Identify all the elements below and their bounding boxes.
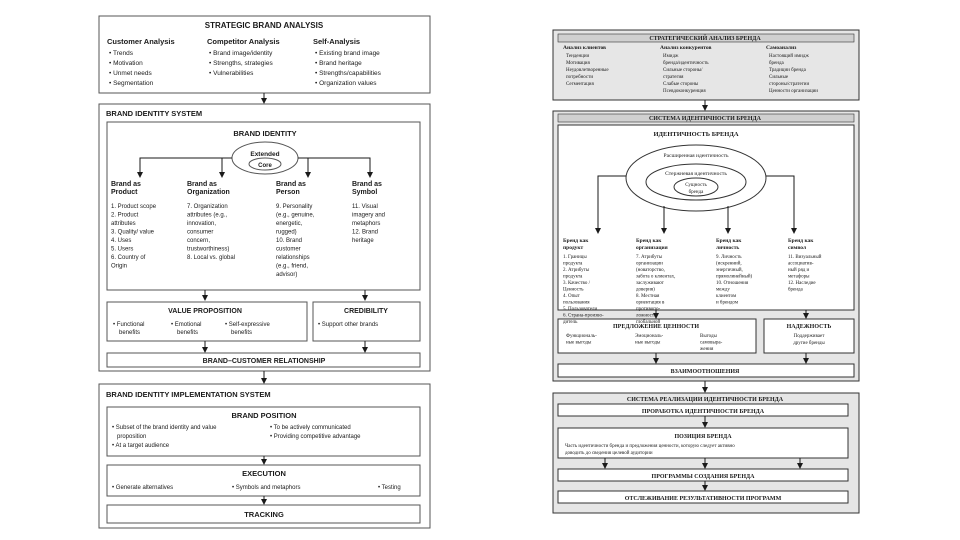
perspective-item-en: advisor) <box>276 272 298 278</box>
perspective-item-ru: клиентом <box>716 294 737 299</box>
value-proposition-title-en: VALUE PROPOSITION <box>168 308 242 315</box>
strategic-item-ru: бренда/идентичность <box>663 61 709 66</box>
value-item-en: • Self-expressive <box>225 322 270 328</box>
relationship-label-ru: ВЗАИМООТНОШЕНИЯ <box>670 369 740 375</box>
strategic-item-en: • Unmet needs <box>109 70 152 77</box>
strategic-item-ru: Псевдоконкуренция <box>663 89 706 94</box>
strategic-item-ru: бренда <box>769 61 784 66</box>
perspective-item-ru: 12. Наследие <box>788 281 816 286</box>
strategic-heading-ru: Самоанализ <box>766 45 797 51</box>
perspective-item-ru: ный ряд и <box>788 268 810 273</box>
perspective-item-en: 4. Uses <box>111 238 132 244</box>
perspective-item-ru: пользования <box>563 300 590 306</box>
perspective-item-en: imagery and <box>352 212 386 219</box>
strategic-item-ru: Слабые стороны <box>663 82 699 87</box>
strategic-heading-ru: Анализ клиентов <box>563 45 607 51</box>
value-item-ru: Эмоциональ- <box>635 334 664 339</box>
perspective-heading-en: Brand as <box>187 181 217 188</box>
value-proposition-title-ru: ПРЕДЛОЖЕНИЕ ЦЕННОСТИ <box>613 324 699 330</box>
strategic-item-ru: Сильные стороны/ <box>663 68 703 73</box>
essence-label-1-ru: Сущность <box>685 183 707 188</box>
perspective-item-en: relationships <box>276 255 310 261</box>
value-item-en: • Functional <box>113 322 145 328</box>
perspective-item-ru: между <box>716 287 730 293</box>
identity-system-panel-en <box>99 104 430 371</box>
perspective-item-ru: противопо- <box>636 307 661 312</box>
strategic-item-en: • Existing brand image <box>315 50 380 57</box>
perspective-item-en: concern, <box>187 238 211 244</box>
perspective-item-ru: забота о клиентах, <box>636 274 676 280</box>
value-item-en: • Emotional <box>171 322 202 328</box>
perspective-item-ru: 4. Опыт <box>563 294 580 299</box>
perspective-heading-ru: личность <box>716 245 740 251</box>
perspective-item-ru: заслуживают <box>636 281 664 286</box>
perspective-item-ru: организации <box>636 261 663 267</box>
strategic-item-ru: Настоящий имидж <box>769 54 809 59</box>
strategic-item-ru: Имидж <box>663 54 679 59</box>
perspective-item-ru: прямолинейный) <box>716 274 753 280</box>
right-diagram-russian <box>553 30 859 513</box>
perspective-item-ru: продукта <box>563 274 583 280</box>
strategic-item-en: • Motivation <box>109 60 143 67</box>
perspective-heading-ru: символ <box>788 245 807 251</box>
perspective-item-ru: глобальной <box>636 320 661 325</box>
strategic-item-ru: Ценности организации <box>769 89 818 94</box>
credibility-title-ru: НАДЕЖНОСТЬ <box>786 324 832 330</box>
programs-label-ru: ПРОГРАММЫ СОЗДАНИЯ БРЕНДА <box>651 474 755 480</box>
execution-title-en: EXECUTION <box>242 469 286 478</box>
perspective-item-en: 11. Visual <box>352 204 378 210</box>
perspective-item-en: 1. Product scope <box>111 204 157 210</box>
perspective-item-ru: доверия) <box>636 287 655 293</box>
strategic-item-en: • Organization values <box>315 80 377 87</box>
credibility-title-en: CREDIBILITY <box>344 308 388 315</box>
identity-system-title-ru: СИСТЕМА ИДЕНТИЧНОСТИ БРЕНДА <box>648 116 762 122</box>
strategic-item-ru: Сегментация <box>566 82 594 87</box>
value-item-ru: ные выгоды <box>566 340 592 346</box>
tracking-label-en: TRACKING <box>244 510 284 519</box>
strategic-item-en: • Vulnerabilities <box>209 70 254 77</box>
perspective-item-en: 2. Product <box>111 212 139 219</box>
perspective-item-ru: 10. Отношения <box>716 281 749 286</box>
execution-item-3-en: • Testing <box>378 485 401 491</box>
strategic-heading-en: Customer Analysis <box>107 37 175 46</box>
credibility-item-en: • Support other brands <box>318 322 379 328</box>
perspective-item-ru: и брендом <box>716 300 738 306</box>
perspective-item-en: 9. Personality <box>276 204 313 210</box>
perspective-item-en: energetic, <box>276 221 303 227</box>
perspective-item-ru: Ценность <box>563 287 584 293</box>
perspective-heading-en: Person <box>276 189 300 196</box>
value-item-en: benefits <box>177 330 199 336</box>
perspective-item-ru: (новаторство, <box>636 268 665 273</box>
strategic-item-ru: Сильные <box>769 75 789 80</box>
perspective-item-en: attributes (e.g., <box>187 212 228 219</box>
perspective-heading-ru: организация <box>636 245 668 251</box>
position-item-1b-en: proposition <box>117 434 147 440</box>
strategic-heading-ru: Анализ конкурентов <box>660 45 712 51</box>
perspective-heading-ru: Бренд как <box>788 238 814 244</box>
strategic-item-ru: Неудовлетворенные <box>566 68 609 73</box>
strategic-item-en: • Brand heritage <box>315 60 362 67</box>
strategic-item-ru: Тенденции <box>566 54 590 59</box>
perspective-item-ru: 1. Границы <box>563 255 587 260</box>
perspective-item-en: 5. Users <box>111 246 134 253</box>
value-item-ru: Выгоды <box>700 334 717 339</box>
strategic-item-en: • Strengths/capabilities <box>315 70 381 77</box>
extended-label-en: Extended <box>250 151 280 158</box>
position-item-4-en: • Providing competitive advantage <box>270 434 361 440</box>
position-item-2-en: • At a target audience <box>112 443 170 449</box>
perspective-item-en: 6. Country of <box>111 255 146 261</box>
strategic-item-ru: потребности <box>566 75 593 80</box>
perspective-heading-en: Product <box>111 189 138 196</box>
left-diagram-english <box>99 16 430 528</box>
value-item-ru: жения <box>700 347 714 352</box>
execution-item-1-en: • Generate alternatives <box>112 485 174 491</box>
perspective-heading-ru: Бренд как <box>636 238 662 244</box>
strategic-title-en: STRATEGIC BRAND ANALYSIS <box>204 21 324 30</box>
perspective-item-en: metaphors <box>352 221 381 227</box>
perspective-item-en: 3. Quality/ value <box>111 229 155 236</box>
strategic-title-ru: СТРАТЕГИЧЕСКИЙ АНАЛИЗ БРЕНДА <box>649 36 761 42</box>
perspective-item-en: innovation, <box>187 221 217 227</box>
position-text-1-ru: Часть идентичности бренда и предложения ценности, которую следует активно <box>565 444 735 449</box>
perspective-item-ru: 7. Атрибуты <box>636 255 663 260</box>
value-item-ru: ные выгоды <box>635 340 661 346</box>
perspective-item-en: trustworthiness) <box>187 246 230 253</box>
perspective-item-en: customer <box>276 246 301 253</box>
perspective-item-ru: ложность <box>636 313 657 319</box>
perspective-heading-en: Brand as <box>111 181 141 188</box>
perspective-item-ru: 8. Местная <box>636 294 660 299</box>
perspective-item-en: 12. Brand <box>352 229 379 236</box>
perspective-item-ru: энергичный, <box>716 268 743 273</box>
perspective-item-en: rugged) <box>276 229 297 236</box>
perspective-item-ru: метафоры <box>788 274 810 280</box>
brand-position-title-en: BRAND POSITION <box>231 411 297 420</box>
essence-label-2-ru: бренда <box>688 190 704 195</box>
execution-item-2-en: • Symbols and metaphors <box>232 485 301 491</box>
perspective-item-en: heritage <box>352 238 374 244</box>
perspective-item-ru: 2. Атрибуты <box>563 268 590 273</box>
value-item-ru: самовыра- <box>700 340 723 346</box>
position-item-1-en: • Subset of the brand identity and value <box>112 425 217 431</box>
implementation-title-ru: СИСТЕМА РЕАЛИЗАЦИИ ИДЕНТИЧНОСТИ БРЕНДА <box>626 397 784 403</box>
perspective-item-en: Origin <box>111 263 128 270</box>
perspective-item-ru: ориентация в <box>636 300 665 306</box>
strategic-heading-en: Self-Analysis <box>313 37 361 46</box>
relationship-label-en: BRAND–CUSTOMER RELATIONSHIP <box>202 358 326 365</box>
perspective-item-ru: бренда <box>788 287 803 293</box>
perspective-item-ru: 3. Качество / <box>563 281 591 286</box>
perspective-item-ru: ассоциатив- <box>788 261 814 267</box>
perspective-item-ru: продукта <box>563 261 583 267</box>
perspective-item-en: attributes <box>111 221 136 227</box>
core-label-en: Core <box>258 163 272 169</box>
perspective-item-en: (e.g., genuine, <box>276 212 315 219</box>
perspective-heading-en: Brand as <box>352 181 382 188</box>
perspective-item-ru: 9. Личность <box>716 255 742 260</box>
brand-position-title-ru: ПОЗИЦИЯ БРЕНДА <box>674 434 732 440</box>
perspective-heading-ru: Бренд как <box>563 238 589 244</box>
strategic-item-ru: Мотивация <box>566 61 590 66</box>
brand-identity-title-ru: ИДЕНТИЧНОСТЬ БРЕНДА <box>653 131 739 138</box>
perspective-item-en: (e.g., friend, <box>276 263 309 270</box>
position-text-2-ru: доводить до сведения целевой аудитории <box>565 451 653 456</box>
perspective-item-en: 8. Local vs. global <box>187 255 236 261</box>
perspective-heading-ru: Бренд как <box>716 238 742 244</box>
perspective-item-ru: дитель <box>563 320 578 325</box>
strategic-item-en: • Segmentation <box>109 80 154 87</box>
perspective-heading-ru: продукт <box>563 245 584 251</box>
identity-system-title-en: BRAND IDENTITY SYSTEM <box>106 109 203 118</box>
credibility-item-2-ru: другие бренды <box>793 341 825 346</box>
core-label-ru: Стержневая идентичность <box>665 171 727 177</box>
brand-identity-title-en: BRAND IDENTITY <box>233 129 297 138</box>
elaboration-label-ru: ПРОРАБОТКА ИДЕНТИЧНОСТИ БРЕНДА <box>641 409 765 415</box>
perspective-item-en: 7. Organization <box>187 204 228 210</box>
credibility-item-1-ru: Поддерживает <box>793 334 825 339</box>
strategic-item-en: • Trends <box>109 50 133 57</box>
value-item-ru: Функциональ- <box>566 334 597 339</box>
perspective-heading-en: Organization <box>187 189 230 196</box>
extended-label-ru: Расширенная идентичность <box>663 153 729 159</box>
position-item-3-en: • To be actively communicated <box>270 425 351 431</box>
strategic-item-en: • Strengths, strategies <box>209 60 273 67</box>
perspective-item-ru: 6. Страна-произво- <box>563 313 604 319</box>
perspective-item-ru: 5. Пользователи <box>563 307 598 312</box>
value-item-en: benefits <box>119 330 141 336</box>
perspective-item-en: 10. Brand <box>276 238 303 244</box>
perspective-heading-en: Symbol <box>352 189 378 196</box>
implementation-title-en: BRAND IDENTITY IMPLEMENTATION SYSTEM <box>106 390 271 399</box>
strategic-item-en: • Brand image/identity <box>209 50 273 57</box>
value-item-en: benefits <box>231 330 253 336</box>
perspective-item-en: consumer <box>187 229 214 236</box>
strategic-item-ru: стороны/стратегии <box>769 82 810 87</box>
perspective-item-ru: (искренний, <box>716 261 742 267</box>
strategic-item-ru: стратегия <box>663 75 684 80</box>
tracking-label-ru: ОТСЛЕЖИВАНИЕ РЕЗУЛЬТАТИВНОСТИ ПРОГРАММ <box>624 496 782 502</box>
strategic-item-ru: Традиции бренда <box>769 68 806 73</box>
perspective-item-ru: 11. Визуальный <box>788 255 822 260</box>
strategic-heading-en: Competitor Analysis <box>207 37 280 46</box>
perspective-heading-en: Brand as <box>276 181 306 188</box>
